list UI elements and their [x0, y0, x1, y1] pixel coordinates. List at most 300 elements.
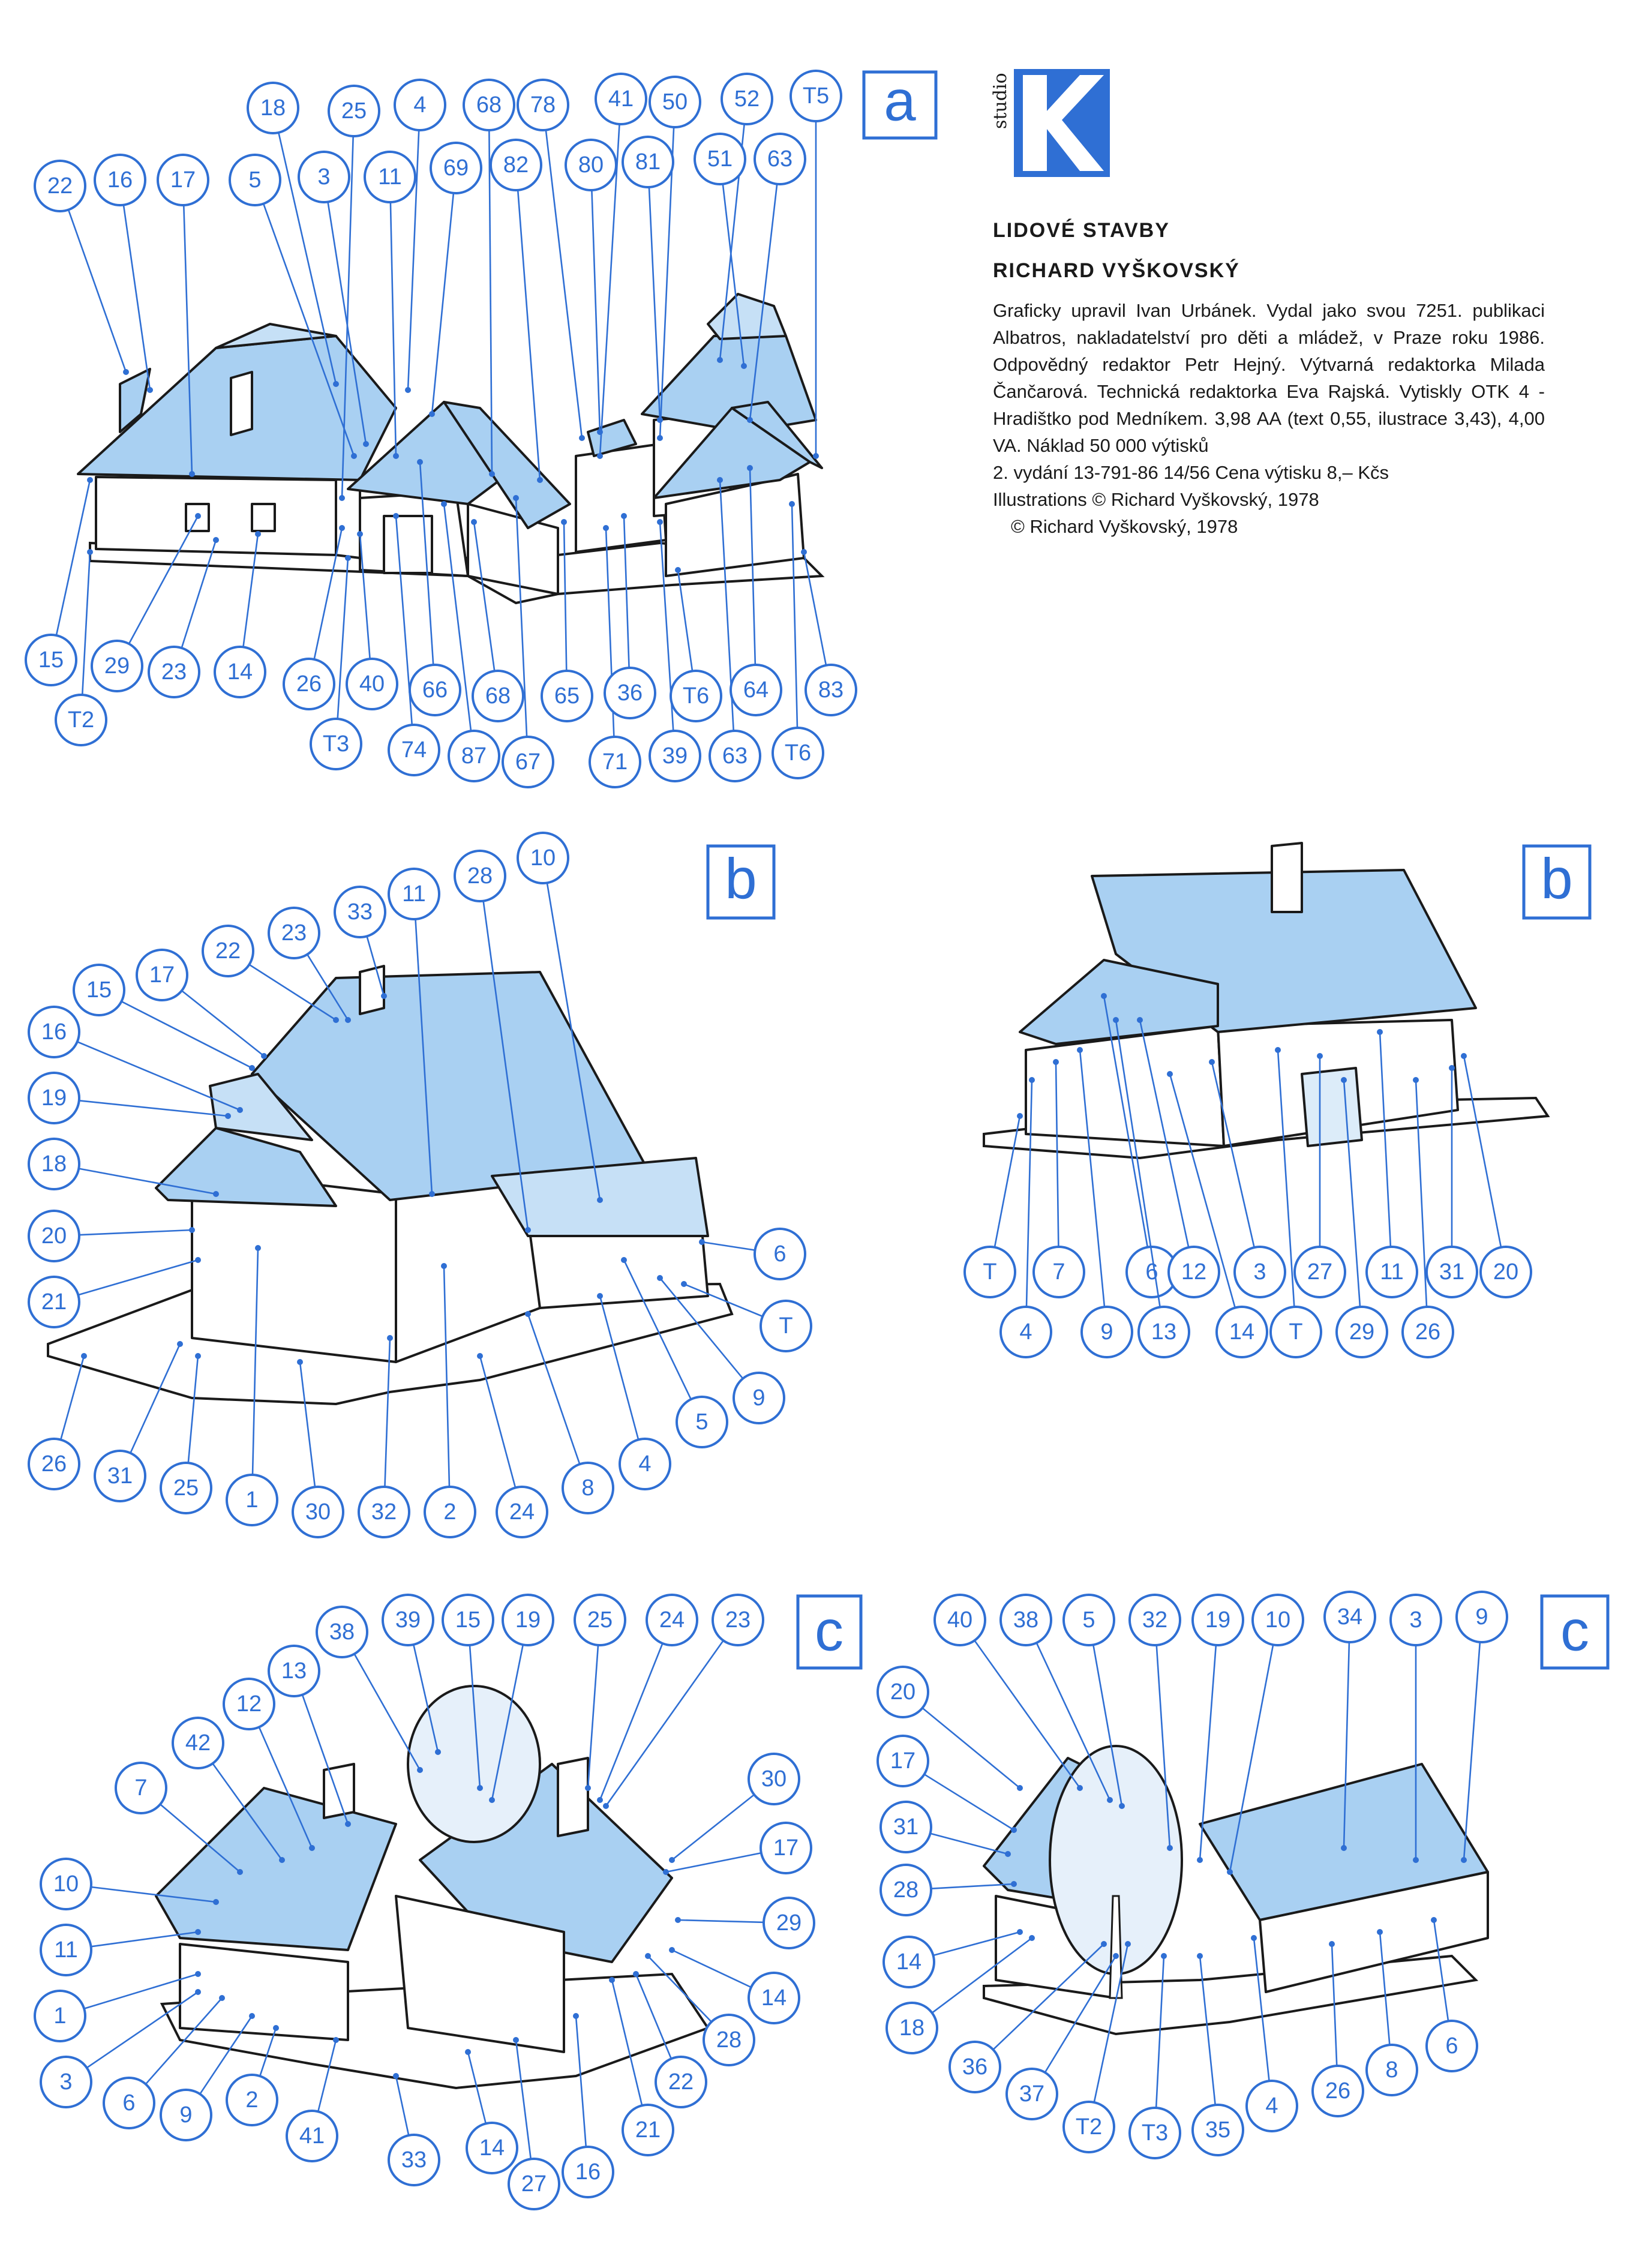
label-number: 26	[1325, 2078, 1351, 2104]
leader-dot	[387, 1335, 393, 1341]
leader-line	[702, 1242, 755, 1250]
svg-text:b: b	[725, 847, 757, 911]
label-number: 13	[281, 1658, 307, 1684]
svg-text:a: a	[884, 68, 916, 133]
leader-dot	[525, 1311, 531, 1317]
leader-line	[1464, 1642, 1480, 1860]
label-number: 81	[635, 149, 661, 175]
leader-dot	[597, 429, 603, 435]
leader-dot	[1011, 1881, 1017, 1887]
leader-dot	[123, 369, 129, 375]
leader-line	[121, 1001, 252, 1068]
leader-dot	[1119, 1803, 1125, 1809]
leader-dot	[1017, 1785, 1023, 1791]
label-number: 22	[47, 173, 73, 199]
label-number: 26	[1415, 1319, 1441, 1345]
label-number: 6	[773, 1241, 787, 1267]
label-number: 11	[54, 1937, 78, 1963]
leader-dot	[1113, 1017, 1119, 1023]
leader-dot	[471, 519, 477, 525]
label-number: 9	[179, 2102, 193, 2128]
leader-dot	[1005, 1851, 1011, 1857]
leader-line	[922, 1708, 1020, 1788]
leader-dot	[1053, 1059, 1059, 1065]
leader-dot	[585, 1785, 591, 1791]
label-number: 34	[1337, 1604, 1363, 1630]
leader-dot	[813, 453, 819, 459]
panel-c2-illustration	[984, 1746, 1488, 2034]
label-number: T	[779, 1313, 793, 1339]
leader-line	[518, 190, 540, 480]
label-number: T6	[682, 683, 710, 709]
label-number: 21	[41, 1289, 67, 1315]
label-number: 15	[455, 1607, 481, 1633]
leader-dot	[213, 1191, 219, 1197]
part-label-labels_a_top-10	[429, 143, 481, 417]
leader-dot	[561, 519, 567, 525]
label-number: 36	[617, 680, 643, 706]
label-number: 16	[107, 167, 133, 193]
leader-dot	[237, 1107, 243, 1113]
leader-dot	[435, 1749, 441, 1755]
leader-dot	[675, 567, 681, 573]
leader-dot	[1137, 1017, 1143, 1023]
leader-dot	[657, 417, 663, 423]
svg-text:c: c	[815, 1598, 843, 1663]
leader-dot	[417, 459, 423, 465]
label-number: 11	[1380, 1259, 1404, 1285]
label-number: 5	[695, 1409, 709, 1435]
illustrations-credit: Illustrations © Richard Vyškovský, 1978	[993, 489, 1319, 510]
leader-dot	[87, 549, 93, 555]
label-number: 14	[761, 1985, 787, 2011]
leader-dot	[513, 495, 519, 501]
label-number: 10	[530, 845, 556, 871]
label-number: 5	[1082, 1607, 1095, 1633]
part-label-labels_c2-11	[881, 1802, 1011, 1857]
label-number: 18	[260, 95, 286, 121]
leader-dot	[255, 531, 261, 537]
leader-dot	[1461, 1053, 1467, 1059]
leader-dot	[195, 1989, 201, 1995]
leader-dot	[1197, 1953, 1203, 1959]
part-label-labels_b1-17	[477, 1353, 547, 1537]
leader-dot	[261, 1053, 267, 1059]
leader-dot	[279, 1857, 285, 1863]
studio-logo	[990, 69, 1116, 177]
label-number: 5	[248, 167, 262, 193]
leader-dot	[1017, 1113, 1023, 1119]
leader-dot	[489, 1797, 495, 1803]
part-label-labels_a_top-16	[623, 137, 673, 423]
leader-dot	[189, 471, 195, 477]
leader-dot	[177, 1341, 183, 1347]
leader-dot	[309, 1845, 315, 1851]
leader-dot	[213, 1899, 219, 1905]
label-number: 19	[1205, 1607, 1231, 1633]
label-number: 63	[722, 743, 748, 769]
leader-dot	[789, 501, 795, 507]
label-number: 50	[662, 89, 688, 115]
leader-dot	[393, 453, 399, 459]
part-label-labels_a_top-14	[566, 140, 616, 435]
leader-line	[396, 2076, 409, 2135]
leader-dot	[333, 2037, 339, 2043]
label-number: 25	[173, 1475, 199, 1501]
leader-dot	[255, 1245, 261, 1251]
label-number: 42	[185, 1730, 211, 1756]
label-number: 19	[515, 1607, 541, 1633]
leader-line	[1464, 1056, 1501, 1247]
leader-dot	[633, 1971, 639, 1977]
panel-b2-illustration	[984, 843, 1548, 1158]
label-number: 17	[773, 1835, 799, 1861]
label-number: 8	[1385, 2057, 1398, 2083]
label-number: 8	[581, 1475, 595, 1501]
leader-dot	[195, 1353, 201, 1359]
leader-dot	[1449, 1065, 1455, 1071]
leader-dot	[1197, 1857, 1203, 1863]
part-label-labels_a_top-1	[95, 155, 153, 393]
leader-dot	[657, 519, 663, 525]
label-number: T2	[67, 707, 95, 733]
leader-dot	[1167, 1071, 1173, 1077]
leader-dot	[681, 1281, 687, 1287]
label-number: 15	[38, 647, 64, 673]
label-number: 29	[1349, 1319, 1375, 1345]
leader-dot	[603, 1803, 609, 1809]
label-number: 22	[668, 2069, 694, 2095]
panel-letter-b2	[1524, 846, 1590, 918]
part-label-labels_a_top-11	[518, 80, 585, 441]
label-number: 28	[716, 2027, 742, 2053]
label-number: 4	[1265, 2093, 1278, 2119]
leader-dot	[513, 2037, 519, 2043]
leader-line	[678, 1920, 764, 1922]
leader-dot	[429, 1191, 435, 1197]
label-number: 41	[299, 2123, 325, 2149]
leader-line	[672, 1950, 751, 1987]
label-number: 4	[413, 92, 427, 118]
leader-dot	[597, 1197, 603, 1203]
leader-dot	[1101, 993, 1107, 999]
leader-dot	[699, 1239, 705, 1245]
label-number: 9	[1100, 1319, 1113, 1345]
leader-line	[79, 1230, 192, 1235]
leader-dot	[1275, 1047, 1281, 1053]
leader-dot	[1209, 1059, 1215, 1065]
leader-dot	[477, 1785, 483, 1791]
leader-dot	[195, 1257, 201, 1263]
label-number: 15	[86, 977, 112, 1003]
leader-dot	[1113, 1953, 1119, 1959]
leader-line	[79, 1100, 228, 1116]
leader-dot	[417, 1767, 423, 1773]
leader-dot	[189, 1227, 195, 1233]
leader-dot	[1413, 1077, 1419, 1083]
label-number: 74	[401, 737, 427, 763]
label-number: 32	[371, 1499, 397, 1525]
leader-line	[338, 558, 348, 719]
label-number: 23	[281, 920, 307, 946]
leader-dot	[381, 993, 387, 999]
label-number: 18	[899, 2015, 925, 2041]
label-number: 36	[962, 2054, 988, 2080]
leader-line	[600, 1643, 662, 1800]
label-number: 35	[1205, 2117, 1231, 2143]
leader-dot	[603, 525, 609, 531]
leader-dot	[249, 1065, 255, 1071]
label-number: 4	[638, 1451, 652, 1477]
label-number: 26	[296, 671, 322, 697]
leader-line	[432, 193, 454, 414]
part-label-labels_a_top-13	[596, 74, 646, 459]
leader-dot	[1341, 1077, 1347, 1083]
leader-dot	[147, 387, 153, 393]
leader-line	[930, 1834, 1008, 1854]
label-number: 38	[1013, 1607, 1039, 1633]
leader-dot	[1341, 1845, 1347, 1851]
leader-dot	[1317, 1053, 1323, 1059]
label-number: 1	[245, 1487, 259, 1513]
leader-dot	[81, 1353, 87, 1359]
leader-dot	[657, 1275, 663, 1281]
leader-dot	[249, 2013, 255, 2019]
label-number: T3	[322, 731, 350, 757]
label-number: 25	[341, 98, 367, 124]
label-number: 83	[818, 677, 844, 703]
leader-dot	[741, 363, 747, 369]
leader-dot	[405, 387, 411, 393]
label-number: 31	[893, 1814, 919, 1840]
leader-dot	[1029, 1077, 1035, 1083]
label-number: 52	[734, 86, 760, 112]
leader-dot	[87, 477, 93, 483]
label-number: 19	[41, 1085, 67, 1111]
leader-line	[82, 552, 90, 695]
leader-line	[974, 1640, 1080, 1788]
leader-dot	[225, 1113, 231, 1119]
leader-dot	[333, 1017, 339, 1023]
leader-line	[1156, 1956, 1164, 2108]
leader-dot	[213, 537, 219, 543]
label-number: 32	[1142, 1607, 1168, 1633]
leader-dot	[747, 465, 753, 471]
label-number: 11	[378, 164, 402, 190]
label-number: 20	[890, 1679, 916, 1705]
leader-dot	[1329, 1941, 1335, 1947]
leader-dot	[1107, 1797, 1113, 1803]
leader-dot	[597, 1293, 603, 1299]
label-number: 2	[443, 1499, 457, 1525]
leader-dot	[477, 1353, 483, 1359]
label-number: 2	[245, 2087, 259, 2113]
panel-c1-illustration	[156, 1686, 708, 2088]
leader-dot	[621, 1257, 627, 1263]
label-number: 9	[752, 1385, 766, 1411]
label-number: 71	[602, 749, 628, 775]
label-number: 3	[317, 164, 331, 190]
leader-dot	[1077, 1047, 1083, 1053]
label-number: 67	[515, 749, 541, 775]
label-number: 39	[395, 1607, 421, 1633]
leader-dot	[801, 549, 807, 555]
leader-line	[666, 1853, 761, 1872]
leader-dot	[333, 381, 339, 387]
leader-dot	[1167, 1845, 1173, 1851]
leader-dot	[273, 2025, 279, 2031]
label-number: 51	[707, 146, 733, 172]
label-number: 10	[53, 1871, 79, 1897]
label-number: 1	[53, 2003, 67, 2029]
label-number: 9	[1475, 1604, 1488, 1630]
label-number: T6	[784, 740, 812, 766]
label-number: 27	[1307, 1259, 1333, 1285]
label-number: 3	[1409, 1607, 1422, 1633]
label-number: 10	[1265, 1607, 1291, 1633]
leader-line	[78, 1260, 198, 1295]
panel-letter-c1	[798, 1596, 861, 1668]
label-number: 17	[890, 1748, 916, 1774]
label-number: 30	[305, 1499, 331, 1525]
leader-dot	[1029, 1935, 1035, 1941]
leader-dot	[537, 477, 543, 483]
part-label-labels_c1-27	[675, 1898, 814, 1948]
label-number: T3	[1141, 2120, 1169, 2146]
leader-dot	[489, 471, 495, 477]
leader-dot	[195, 1929, 201, 1935]
label-number: 6	[122, 2090, 136, 2116]
leader-dot	[339, 495, 345, 501]
leader-line	[124, 205, 150, 390]
label-number: 24	[509, 1499, 535, 1525]
leader-line	[588, 1645, 598, 1788]
leader-dot	[429, 411, 435, 417]
label-number: T	[1289, 1319, 1303, 1345]
label-number: 80	[578, 152, 604, 178]
label-number: 28	[467, 863, 493, 889]
part-label-labels_c2-8	[1457, 1592, 1507, 1863]
leader-dot	[351, 453, 357, 459]
label-number: 6	[1145, 1259, 1158, 1285]
leader-line	[606, 1640, 724, 1806]
leader-dot	[1227, 1869, 1233, 1875]
leader-dot	[747, 417, 753, 423]
label-number: 33	[347, 899, 373, 925]
leader-dot	[339, 525, 345, 531]
label-number: 29	[104, 653, 130, 679]
leader-dot	[237, 1869, 243, 1875]
label-number: 14	[1229, 1319, 1255, 1345]
label-number: 64	[743, 677, 769, 703]
svg-text:c: c	[1560, 1598, 1589, 1663]
leader-line	[56, 480, 90, 635]
book-author: RICHARD VYŠKOVSKÝ	[993, 259, 1240, 282]
leader-line	[68, 210, 126, 372]
label-number: 31	[1439, 1259, 1465, 1285]
panel-letter-b1	[708, 846, 774, 918]
leader-line	[592, 190, 600, 432]
leader-line	[924, 1774, 1014, 1830]
label-number: 7	[134, 1775, 148, 1801]
book-title: LIDOVÉ STAVBY	[993, 219, 1170, 242]
label-number: T2	[1075, 2114, 1103, 2140]
label-number: 68	[485, 683, 511, 709]
label-number: 26	[41, 1451, 67, 1477]
colophon-text: Graficky upravil Ivan Urbánek. Vydal jako svou 7251. publikaci Albatros, nakladatelství pro děti a mládež, v Praze roku 1986. Odpovědný redaktor Petr Hejný. Výtvarná redaktorka Milada Čančarová. Technická redaktorka Eva Rajská. Vytiskly OTK 4 - Hradištko pod Medníkem. 3,98 AA (text 0,55, ilustrace 3,43), 4,00 VA. Náklad 50 000 výtisků	[993, 300, 1545, 456]
label-number: 33	[401, 2147, 427, 2173]
leader-line	[77, 1042, 240, 1110]
part-label-labels_b1-10	[29, 1353, 87, 1489]
leader-dot	[669, 1857, 675, 1863]
leader-dot	[195, 1971, 201, 1977]
label-number: 14	[896, 1949, 922, 1975]
leader-dot	[579, 435, 585, 441]
label-number: 14	[479, 2135, 505, 2161]
label-number: 23	[161, 659, 187, 685]
label-number: 20	[1493, 1259, 1519, 1285]
colophon-block	[993, 219, 1545, 540]
label-number: 29	[776, 1910, 802, 1936]
label-number: 28	[893, 1877, 919, 1903]
label-number: 7	[1052, 1259, 1065, 1285]
label-number: 20	[41, 1223, 67, 1249]
label-number: 13	[1151, 1319, 1177, 1345]
leader-line	[564, 522, 566, 671]
label-number: 22	[215, 938, 241, 964]
leader-dot	[675, 1917, 681, 1923]
label-number: 65	[554, 683, 580, 709]
leader-line	[931, 1884, 1014, 1889]
leader-dot	[345, 1821, 351, 1827]
leader-dot	[219, 1995, 225, 2001]
label-number: 16	[575, 2159, 601, 2185]
label-number: 4	[1019, 1319, 1032, 1345]
label-number: 11	[402, 881, 426, 907]
leader-dot	[393, 2073, 399, 2079]
leader-dot	[1077, 1785, 1083, 1791]
leader-dot	[441, 501, 447, 507]
leader-dot	[597, 1797, 603, 1803]
leader-dot	[1125, 1941, 1131, 1947]
label-number: 24	[659, 1607, 685, 1633]
label-number: 37	[1019, 2081, 1045, 2107]
leader-dot	[195, 513, 201, 519]
leader-dot	[1017, 1929, 1023, 1935]
leader-dot	[573, 2013, 579, 2019]
label-number: 14	[227, 659, 253, 685]
label-number: 40	[359, 671, 385, 697]
leader-dot	[621, 513, 627, 519]
label-number: 23	[725, 1607, 751, 1633]
leader-dot	[657, 435, 663, 441]
leader-dot	[1161, 1953, 1167, 1959]
leader-dot	[393, 513, 399, 519]
label-number: 63	[767, 146, 793, 172]
leader-dot	[1461, 1857, 1467, 1863]
label-number: 18	[41, 1151, 67, 1177]
label-number: 25	[587, 1607, 613, 1633]
svg-text:b: b	[1541, 847, 1573, 911]
leader-dot	[441, 1263, 447, 1269]
label-number: 27	[521, 2171, 547, 2197]
part-label-labels_a_top-7	[395, 80, 445, 393]
label-number: 66	[422, 677, 448, 703]
leader-line	[355, 1654, 420, 1770]
label-number: 82	[503, 152, 529, 178]
panel-letter-c2	[1542, 1596, 1608, 1668]
leader-line	[182, 991, 264, 1056]
